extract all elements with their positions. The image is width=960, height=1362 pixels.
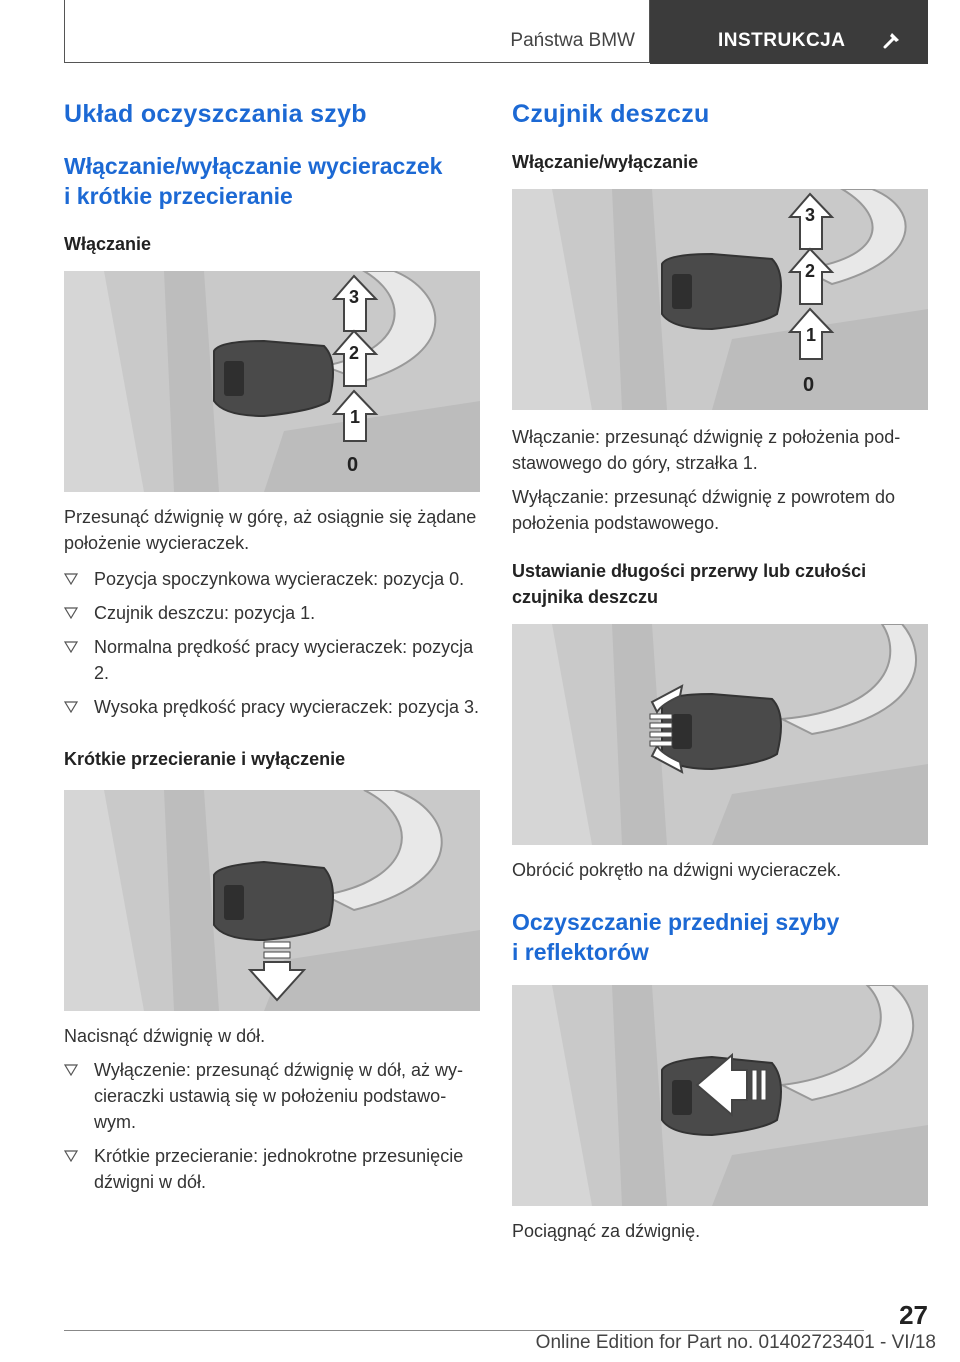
figure-label-1: 1 bbox=[806, 325, 817, 345]
position-list bbox=[64, 566, 480, 720]
triangle-bullet-icon bbox=[64, 1150, 78, 1162]
figure-label-0: 0 bbox=[347, 454, 359, 476]
instruction-text: Przesunąć dźwignię w górę, aż osiągnie się żądane położenie wycieraczek. bbox=[64, 507, 477, 553]
section-title-washer-line2: i reflektorów bbox=[512, 939, 649, 965]
figure-lever-down bbox=[64, 790, 480, 1011]
triangle-bullet-icon bbox=[64, 1064, 78, 1076]
tab-instructions-label: INSTRUKCJA bbox=[718, 30, 846, 51]
heading-short-wipe: Krótkie przecieranie i wyłączenie bbox=[64, 749, 346, 769]
list-item-text: Wyłączenie: przesunąć dźwignię w dół, aż wycieraczki ustawią się w położeniu podstawowym. bbox=[94, 1060, 463, 1132]
list-item-text: Wysoka prędkość pracy wycieraczek: pozycja 3. bbox=[94, 697, 479, 717]
list-item bbox=[64, 566, 480, 592]
figure-rain-sensor bbox=[512, 189, 928, 410]
triangle-bullet-icon bbox=[64, 607, 78, 619]
page-header bbox=[64, 0, 928, 64]
list-item-text: Pozycja spoczynkowa wycieraczek: pozycja 0. bbox=[94, 569, 465, 589]
instruction-text: Wyłączanie: przesunąć dźwignię z powrotem do położenia podstawowego. bbox=[512, 487, 896, 533]
list-item bbox=[64, 600, 480, 626]
list-item bbox=[64, 1057, 480, 1135]
page-number: 27 bbox=[899, 1300, 928, 1330]
list-item bbox=[64, 634, 480, 686]
figure-label-2: 2 bbox=[805, 261, 816, 281]
section-title-washer-line1: Oczyszczanie przedniej szyby bbox=[512, 909, 840, 935]
instruction-text: Włączanie: przesunąć dźwignię z położenia podstawowego do góry, strzałka 1. bbox=[512, 427, 901, 473]
triangle-bullet-icon bbox=[64, 573, 78, 585]
short-wipe-list bbox=[64, 1057, 480, 1195]
instruction-text: Pociągnąć za dźwignię. bbox=[512, 1221, 701, 1241]
footer-divider bbox=[64, 1330, 864, 1331]
subsection-title-line2: i krótkie przecieranie bbox=[64, 183, 293, 209]
figure-label-2: 2 bbox=[349, 343, 360, 363]
heading-interval-sensitivity: Ustawianie długości przerwy lub czułości czujnika deszczu bbox=[512, 561, 867, 607]
figure-label-0: 0 bbox=[803, 374, 815, 396]
section-title: Układ oczyszczania szyb bbox=[64, 100, 367, 128]
list-item-text: Czujnik deszczu: pozycja 1. bbox=[94, 603, 316, 623]
list-item bbox=[64, 1143, 480, 1195]
section-title-rain-sensor: Czujnik deszczu bbox=[512, 100, 710, 128]
list-item bbox=[64, 694, 480, 720]
figure-label-1: 1 bbox=[350, 407, 361, 427]
right-column bbox=[512, 100, 928, 1244]
list-item-text: Krótkie przecieranie: jednokrotne przesunięcie dźwigni w dół. bbox=[94, 1146, 464, 1192]
tab-owner-label: Państwa BMW bbox=[510, 30, 635, 51]
left-column bbox=[64, 100, 480, 1203]
instruction-text: Obrócić pokrętło na dźwigni wycieraczek. bbox=[512, 860, 842, 880]
list-item-text: Normalna prędkość pracy wycieraczek: pozycja 2. bbox=[94, 637, 474, 683]
instruction-text: Nacisnąć dźwignię w dół. bbox=[64, 1026, 266, 1046]
heading-on-off: Włączanie/wyłączanie bbox=[512, 152, 699, 172]
figure-rotary-knob bbox=[512, 624, 928, 845]
triangle-bullet-icon bbox=[64, 641, 78, 653]
tab-instructions[interactable] bbox=[650, 0, 928, 64]
edition-text: Online Edition for Part no. 01402723401 - VI/18 bbox=[535, 1332, 936, 1353]
heading-switch-on: Włączanie bbox=[64, 234, 152, 254]
wrench-icon bbox=[882, 30, 902, 50]
triangle-bullet-icon bbox=[64, 701, 78, 713]
figure-label-3: 3 bbox=[349, 287, 360, 307]
figure-washer-pull bbox=[512, 985, 928, 1206]
tab-owner[interactable] bbox=[64, 0, 650, 63]
figure-label-3: 3 bbox=[805, 205, 816, 225]
subsection-title-line1: Włączanie/wyłączanie wycieraczek bbox=[64, 153, 443, 179]
figure-lever-up bbox=[64, 271, 480, 492]
